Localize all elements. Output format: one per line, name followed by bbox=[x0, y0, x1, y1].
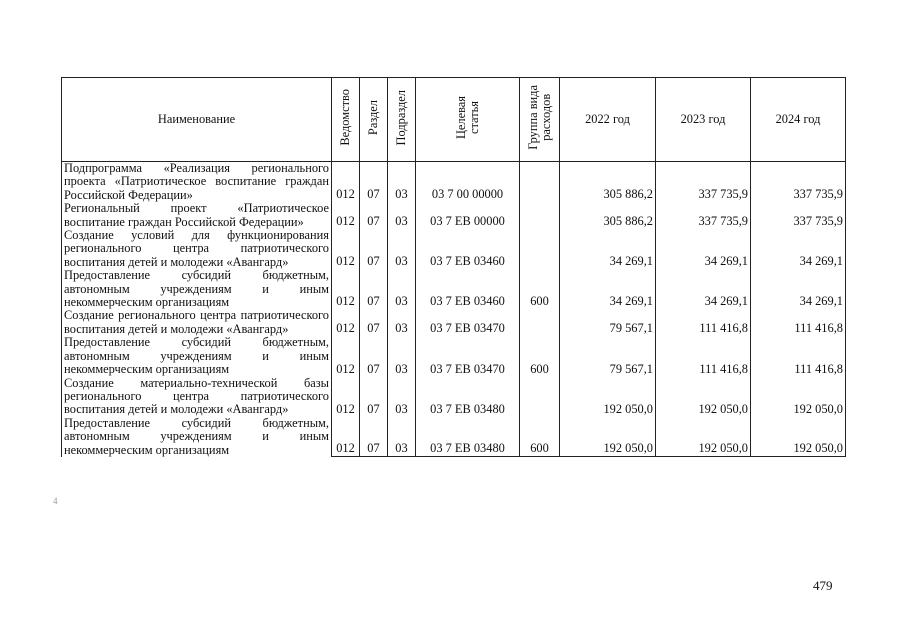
row-gruppa bbox=[520, 309, 560, 336]
row-vedomstvo: 012 bbox=[332, 269, 360, 309]
row-name: Подпрограмма «Реализация регионального проекта «Патриотическое воспитание граждан Российской Федерации» bbox=[62, 162, 332, 203]
row-name: Предоставление субсидий бюджетным, автономным учреждениям и иным некоммерческим организациям bbox=[62, 417, 332, 457]
row-2022: 79 567,1 bbox=[560, 309, 656, 336]
row-gruppa: 600 bbox=[520, 336, 560, 376]
row-razdel: 07 bbox=[360, 377, 388, 417]
row-razdel: 07 bbox=[360, 202, 388, 229]
row-name: Региональный проект «Патриотическое воспитание граждан Российской Федерации» bbox=[62, 202, 332, 229]
row-name: Предоставление субсидий бюджетным, автономным учреждениям и иным некоммерческим организациям bbox=[62, 269, 332, 309]
header-name: Наименование bbox=[62, 78, 332, 162]
budget-table bbox=[61, 77, 846, 457]
row-razdel: 07 bbox=[360, 417, 388, 457]
row-celevaya-statya: 03 7 00 00000 bbox=[416, 162, 520, 203]
row-2023: 192 050,0 bbox=[656, 377, 751, 417]
header-gruppa-vida-rashodov: Группа вида расходов bbox=[520, 78, 560, 162]
table-row bbox=[62, 229, 846, 269]
row-2022: 79 567,1 bbox=[560, 336, 656, 376]
row-gruppa bbox=[520, 377, 560, 417]
table-row bbox=[62, 309, 846, 336]
row-name: Предоставление субсидий бюджетным, автономным учреждениям и иным некоммерческим организациям bbox=[62, 336, 332, 376]
header-2023: 2023 год bbox=[656, 78, 751, 162]
row-2024: 111 416,8 bbox=[751, 309, 846, 336]
row-2024: 192 050,0 bbox=[751, 417, 846, 457]
row-celevaya-statya: 03 7 ЕВ 03480 bbox=[416, 417, 520, 457]
row-celevaya-statya: 03 7 ЕВ 03480 bbox=[416, 377, 520, 417]
row-razdel: 07 bbox=[360, 309, 388, 336]
header-vedomstvo: Ведомство bbox=[332, 78, 360, 162]
row-2024: 111 416,8 bbox=[751, 336, 846, 376]
row-name: Создание регионального центра патриотического воспитания детей и молодежи «Авангард» bbox=[62, 309, 332, 336]
row-celevaya-statya: 03 7 ЕВ 03470 bbox=[416, 336, 520, 376]
row-razdel: 07 bbox=[360, 269, 388, 309]
row-gruppa bbox=[520, 202, 560, 229]
row-2024: 34 269,1 bbox=[751, 229, 846, 269]
row-2022: 305 886,2 bbox=[560, 162, 656, 203]
row-2023: 34 269,1 bbox=[656, 229, 751, 269]
row-podrazdel: 03 bbox=[388, 309, 416, 336]
row-podrazdel: 03 bbox=[388, 229, 416, 269]
row-2023: 111 416,8 bbox=[656, 336, 751, 376]
row-vedomstvo: 012 bbox=[332, 162, 360, 203]
row-2022: 305 886,2 bbox=[560, 202, 656, 229]
row-podrazdel: 03 bbox=[388, 269, 416, 309]
row-podrazdel: 03 bbox=[388, 202, 416, 229]
row-2023: 337 735,9 bbox=[656, 162, 751, 203]
row-razdel: 07 bbox=[360, 336, 388, 376]
row-celevaya-statya: 03 7 ЕВ 03460 bbox=[416, 269, 520, 309]
row-gruppa: 600 bbox=[520, 269, 560, 309]
row-podrazdel: 03 bbox=[388, 377, 416, 417]
row-name: Создание условий для функционирования регионального центра патриотического воспитания детей и молодежи «Авангард» bbox=[62, 229, 332, 269]
row-vedomstvo: 012 bbox=[332, 336, 360, 376]
row-2023: 111 416,8 bbox=[656, 309, 751, 336]
table-row bbox=[62, 377, 846, 417]
row-2023: 34 269,1 bbox=[656, 269, 751, 309]
row-2024: 192 050,0 bbox=[751, 377, 846, 417]
row-vedomstvo: 012 bbox=[332, 229, 360, 269]
row-2023: 337 735,9 bbox=[656, 202, 751, 229]
row-vedomstvo: 012 bbox=[332, 417, 360, 457]
row-2022: 192 050,0 bbox=[560, 377, 656, 417]
row-razdel: 07 bbox=[360, 162, 388, 203]
table-header-row bbox=[62, 78, 846, 162]
row-2024: 337 735,9 bbox=[751, 162, 846, 203]
header-razdel: Раздел bbox=[360, 78, 388, 162]
row-gruppa bbox=[520, 162, 560, 203]
margin-mark: 4 bbox=[53, 496, 58, 506]
table-row bbox=[62, 336, 846, 376]
row-podrazdel: 03 bbox=[388, 417, 416, 457]
row-2024: 34 269,1 bbox=[751, 269, 846, 309]
row-podrazdel: 03 bbox=[388, 162, 416, 203]
row-celevaya-statya: 03 7 ЕВ 00000 bbox=[416, 202, 520, 229]
header-2024: 2024 год bbox=[751, 78, 846, 162]
page-number: 479 bbox=[813, 578, 833, 593]
header-celevaya-statya: Целевая статья bbox=[416, 78, 520, 162]
row-podrazdel: 03 bbox=[388, 336, 416, 376]
row-2022: 34 269,1 bbox=[560, 229, 656, 269]
table-row bbox=[62, 269, 846, 309]
row-vedomstvo: 012 bbox=[332, 309, 360, 336]
row-celevaya-statya: 03 7 ЕВ 03470 bbox=[416, 309, 520, 336]
table-row bbox=[62, 202, 846, 229]
row-2023: 192 050,0 bbox=[656, 417, 751, 457]
row-celevaya-statya: 03 7 ЕВ 03460 bbox=[416, 229, 520, 269]
row-razdel: 07 bbox=[360, 229, 388, 269]
header-podrazdel: Подраздел bbox=[388, 78, 416, 162]
table-row bbox=[62, 417, 846, 457]
row-2022: 192 050,0 bbox=[560, 417, 656, 457]
row-gruppa: 600 bbox=[520, 417, 560, 457]
row-gruppa bbox=[520, 229, 560, 269]
row-2022: 34 269,1 bbox=[560, 269, 656, 309]
row-2024: 337 735,9 bbox=[751, 202, 846, 229]
row-name: Создание материально-технической базы регионального центра патриотического воспитания детей и молодежи «Авангард» bbox=[62, 377, 332, 417]
row-vedomstvo: 012 bbox=[332, 377, 360, 417]
table-row bbox=[62, 162, 846, 203]
header-2022: 2022 год bbox=[560, 78, 656, 162]
row-vedomstvo: 012 bbox=[332, 202, 360, 229]
